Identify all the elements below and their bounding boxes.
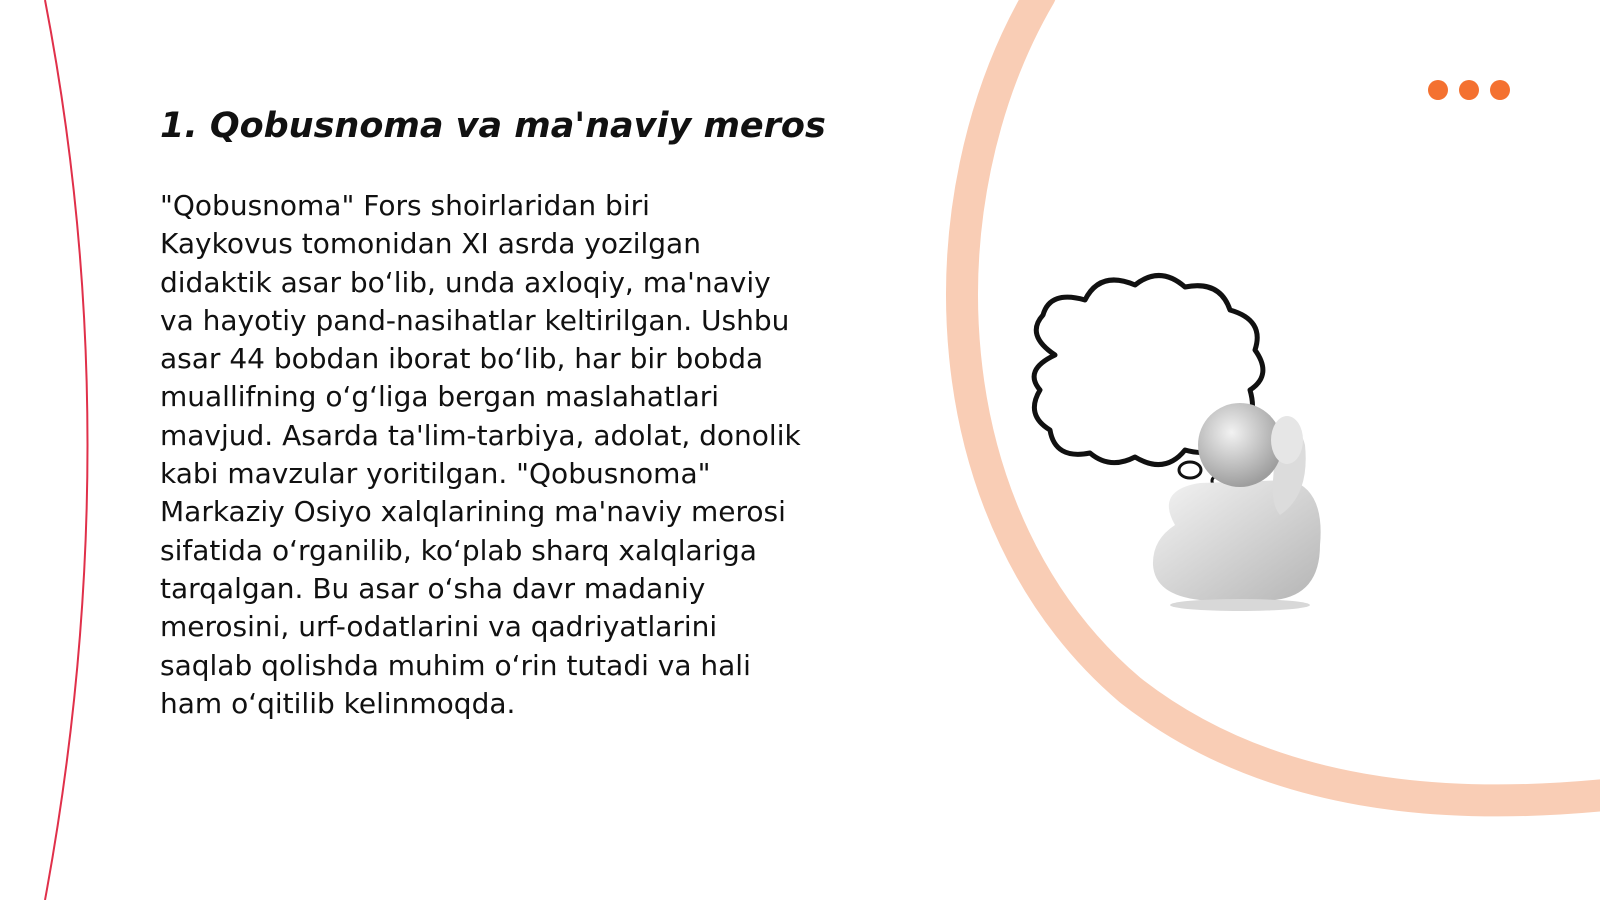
dot (1428, 80, 1448, 100)
more-dots-icon (1428, 80, 1510, 100)
slide-body-text: "Qobusnoma" Fors shoirlaridan biri Kaykovus tomonidan XI asrda yozilgan didaktik asar bo‘lib, unda axloqiy, ma'naviy va hayotiy pand-nasihatlar keltirilgan. Ushbu asar 44 bobdan iborat bo‘lib, har bir bobda muallifning o‘g‘liga bergan maslahatlari mavjud. Asarda ta'lim-tarbiya, adolat, donolik kabi mavzular yoritilgan. "Qobusnoma" Markaziy Osiyo xalqlarining ma'naviy merosi sifatida o‘rganilib, ko‘plab sharq xalqlariga tarqalgan. Bu asar o‘sha davr madaniy merosini, urf-odatlarini va qadriyatlarini saqlab qolishda muhim o‘rin tutadi va hali ham o‘qitilib kelinmoqda. (160, 189, 801, 720)
left-curve-line (45, 0, 88, 900)
thinking-person-illustration (1025, 265, 1365, 625)
person-hand (1271, 416, 1303, 464)
person-shadow (1170, 599, 1310, 611)
slide-title: 1. Qobusnoma va ma'naviy meros (160, 106, 826, 146)
thought-bubble-small (1179, 462, 1201, 478)
dot (1490, 80, 1510, 100)
person-head (1198, 403, 1282, 487)
dot (1459, 80, 1479, 100)
